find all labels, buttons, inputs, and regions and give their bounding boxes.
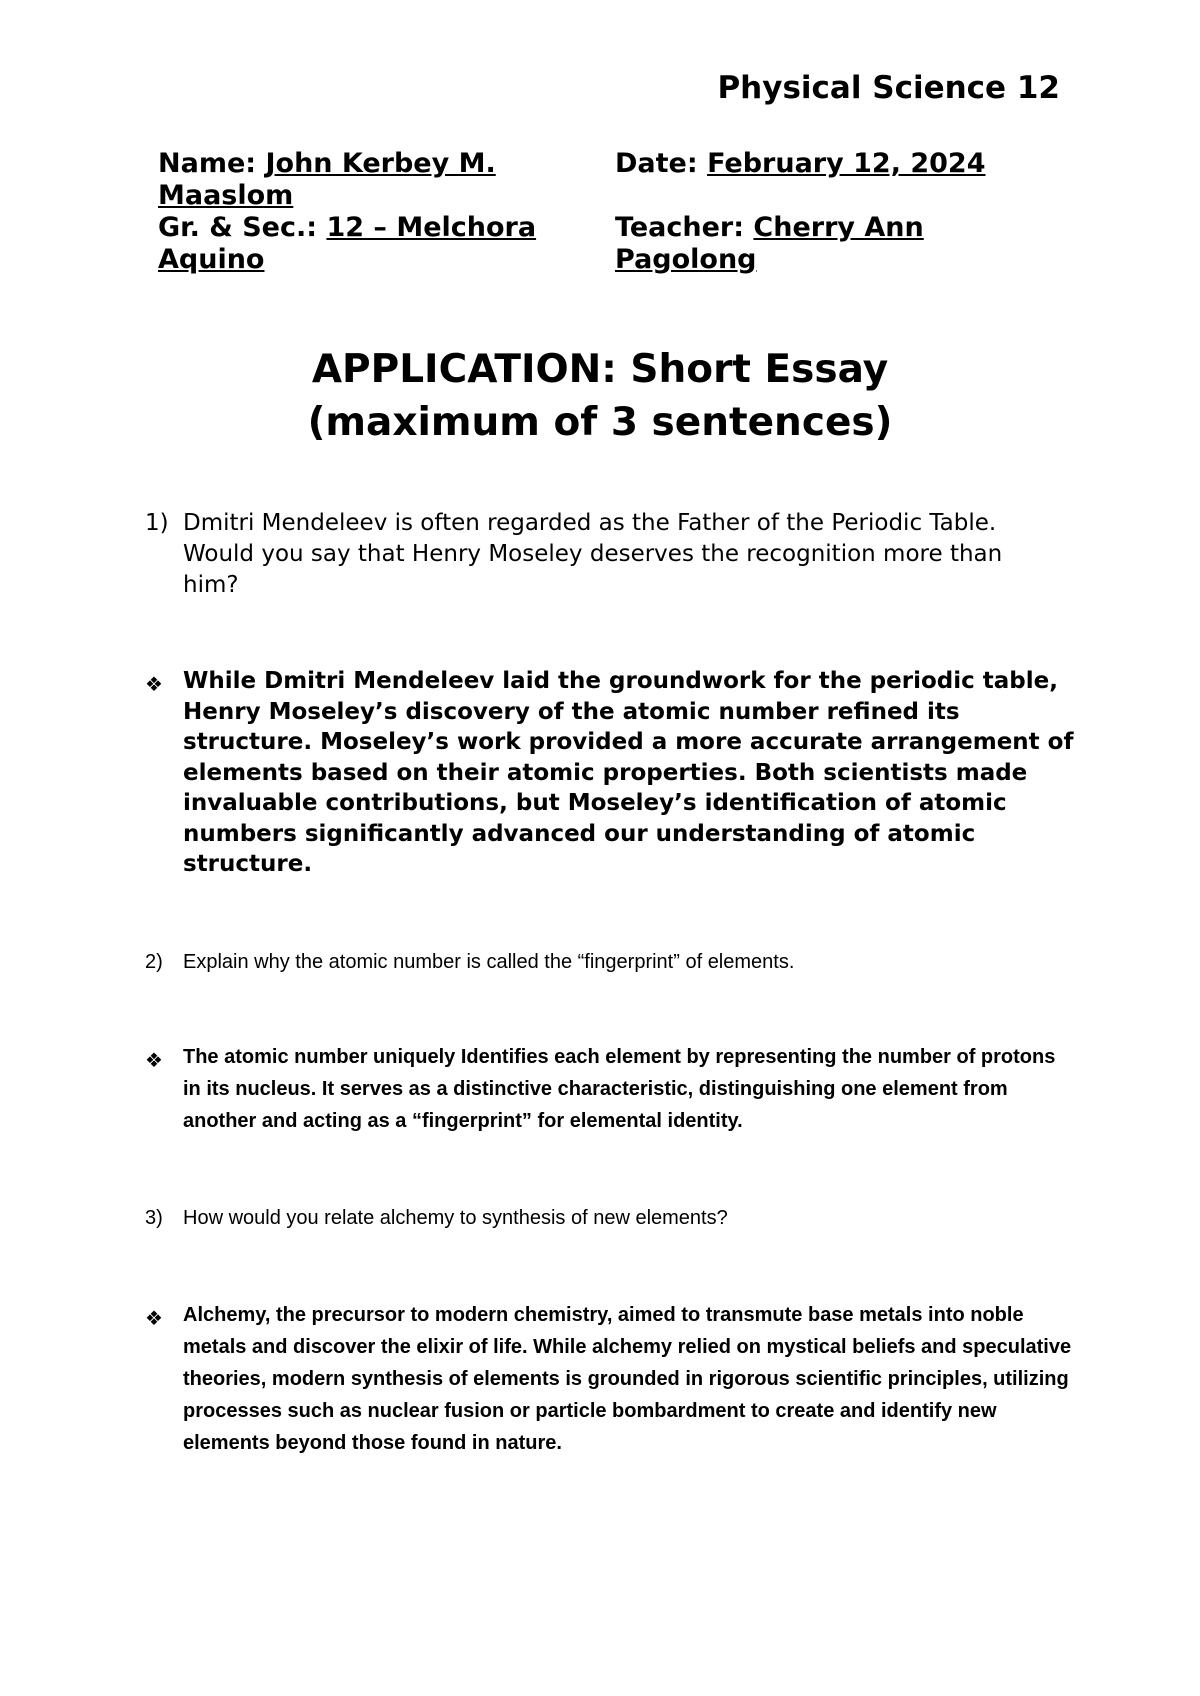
diamond-bullet-icon: ❖ <box>145 1306 163 1330</box>
question-number: 3) <box>145 1207 163 1229</box>
diamond-bullet-icon: ❖ <box>145 1048 163 1072</box>
section-value-line1: 12 – Melchora <box>326 212 537 243</box>
name-value-line1: John Kerbey M. <box>265 148 496 179</box>
question-3 <box>145 1203 1065 1234</box>
question-text: Explain why the atomic number is called the “fingerprint” of elements. <box>183 951 795 973</box>
answer-text: The atomic number uniquely Identifies each element by representing the number of protons in its nucleus. It serves as a distinctive characteristic, distinguishing one element from another and acting as a “fingerprint” for elemental identity. <box>183 1046 1056 1132</box>
question-text: How would you relate alchemy to synthesis of new elements? <box>183 1207 728 1229</box>
answer-3 <box>145 1299 1075 1459</box>
date-label: Date: <box>615 148 698 179</box>
question-number: 1) <box>145 510 169 536</box>
teacher-label: Teacher: <box>615 212 745 243</box>
student-name <box>158 148 578 212</box>
answer-1 <box>145 666 1075 880</box>
name-label: Name: <box>158 148 257 179</box>
title-line1: APPLICATION: Short Essay <box>311 347 889 392</box>
subject-title: Physical Science 12 <box>717 70 1060 106</box>
answer-text: Alchemy, the precursor to modern chemistry, aimed to transmute base metals into noble metals and discover the elixir of life. While alchemy relied on mystical beliefs and speculative theories, modern synthesis of elements is grounded in rigorous scientific principles, utilizing processes such as nuclear fusion or particle bombardment to create and identify new elements beyond those found in nature. <box>183 1304 1072 1454</box>
answer-2 <box>145 1041 1075 1137</box>
date <box>615 148 1075 180</box>
date-value: February 12, 2024 <box>707 148 986 179</box>
section-label: Gr. & Sec.: <box>158 212 318 243</box>
answer-text: While Dmitri Mendeleev laid the groundwork for the periodic table, Henry Moseley’s discovery of the atomic number refined its structure. Moseley’s work provided a more accurate arrangement of elements based on their atomic properties. Both scientists made invaluable contributions, but Moseley’s identification of atomic numbers significantly advanced our understanding of atomic structure. <box>183 668 1074 877</box>
page-title <box>0 343 1200 449</box>
question-text: Dmitri Mendeleev is often regarded as the Father of the Periodic Table. Would you say that Henry Moseley deserves the recognition more than him? <box>183 510 1003 598</box>
question-2 <box>145 947 1065 978</box>
teacher-value-line1: Cherry Ann <box>753 212 924 243</box>
title-line2: (maximum of 3 sentences) <box>307 400 893 445</box>
question-number: 2) <box>145 951 163 973</box>
teacher-value-line2: Pagolong <box>615 244 757 275</box>
section-value-line2: Aquino <box>158 244 265 275</box>
question-1 <box>145 508 1065 601</box>
teacher <box>615 212 1075 276</box>
name-value-line2: Maaslom <box>158 180 294 211</box>
grade-section <box>158 212 578 276</box>
diamond-bullet-icon: ❖ <box>145 672 163 696</box>
